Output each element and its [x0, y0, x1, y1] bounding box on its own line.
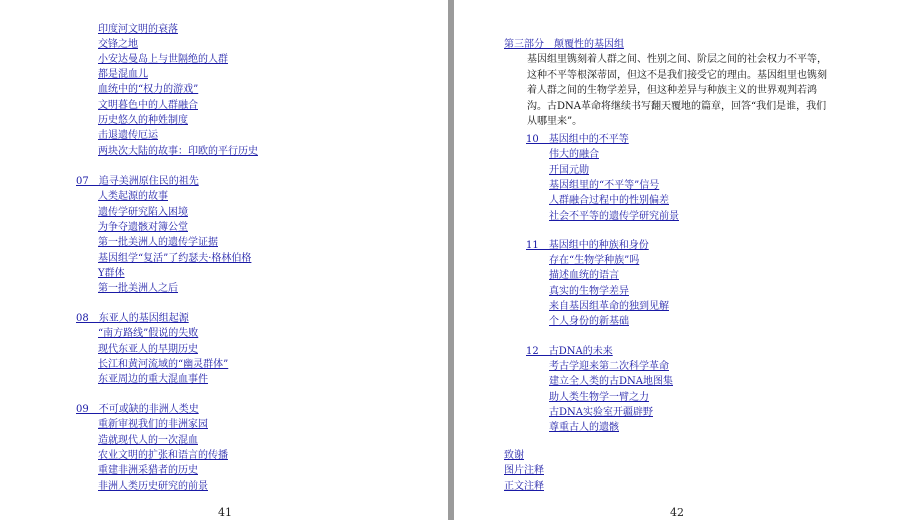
toc-link[interactable]: 都是混血儿	[98, 69, 148, 80]
toc-link[interactable]: 建立全人类的古DNA地图集	[549, 376, 673, 387]
toc-link[interactable]: 文明暮色中的人群融合	[98, 100, 198, 111]
toc-link[interactable]: Y群体	[98, 268, 125, 279]
toc-link[interactable]: “南方路线”假说的失败	[98, 328, 199, 339]
toc-link[interactable]: 开国元勋	[549, 165, 589, 176]
figure-notes-link[interactable]: 图片注释	[504, 465, 544, 476]
part-title-link[interactable]: 第三部分 颠覆性的基因组	[504, 39, 624, 50]
toc-link[interactable]: 基因组学“复活”了约瑟夫·格林伯格	[98, 253, 252, 264]
toc-link[interactable]: 尊重古人的遗骸	[549, 422, 619, 433]
chapter-link-07[interactable]: 07 追寻美洲原住民的祖先	[76, 176, 199, 187]
toc-link[interactable]: 助人类生物学一臂之力	[549, 392, 649, 403]
part-intro-text: 基因组里镌刻着人群之间、性别之间、阶层之间的社会权力不平等，这种不平等根深蒂固，但这不是我们接受它的理由。基因组里也镌刻着人群之间的生物学差异，但这种差异与种族主义的世界观判若鸿沟。古DNA革命将继续书写翻天覆地的篇章，回答“我们是谁，我们从哪里来”。	[527, 54, 827, 128]
acknowledgements-link[interactable]: 致谢	[504, 450, 524, 461]
toc-link[interactable]: 农业文明的扩张和语言的传播	[98, 450, 228, 461]
chapter-link-09[interactable]: 09 不可或缺的非洲人类史	[76, 404, 199, 415]
toc-link[interactable]: 交锋之地	[98, 39, 138, 50]
toc-link[interactable]: 社会不平等的遗传学研究前景	[549, 211, 679, 222]
page-number-right: 42	[670, 506, 684, 519]
toc-link[interactable]: 遗传学研究陷入困境	[98, 207, 188, 218]
toc-link[interactable]: 为争夺遗骸对簿公堂	[98, 222, 188, 233]
toc-link[interactable]: 造就现代人的一次混血	[98, 435, 198, 446]
toc-link[interactable]: 来自基因组革命的独到见解	[549, 301, 669, 312]
toc-link[interactable]: 存在“生物学种族”吗	[549, 255, 640, 266]
toc-link[interactable]: 两块次大陆的故事：印欧的平行历史	[98, 146, 258, 157]
toc-link[interactable]: 描述血统的语言	[549, 270, 619, 281]
toc-link[interactable]: 古DNA实验室开疆辟野	[549, 407, 653, 418]
chapter-link-08[interactable]: 08 东亚人的基因组起源	[76, 313, 189, 324]
toc-link[interactable]: 人群融合过程中的性别偏差	[549, 195, 669, 206]
toc-link[interactable]: 长江和黄河流域的“幽灵群体”	[98, 359, 229, 370]
toc-link[interactable]: 真实的生物学差异	[549, 286, 629, 297]
toc-link[interactable]: 考古学迎来第二次科学革命	[549, 361, 669, 372]
toc-link[interactable]: 重新审视我们的非洲家园	[98, 419, 208, 430]
toc-link[interactable]: 人类起源的故事	[98, 191, 168, 202]
chapter-link-12[interactable]: 12 古DNA的未来	[526, 346, 613, 357]
chapter-link-10[interactable]: 10 基因组中的不平等	[526, 134, 629, 145]
toc-link[interactable]: 现代东亚人的早期历史	[98, 344, 198, 355]
toc-link[interactable]: 第一批美洲人的遗传学证据	[98, 237, 218, 248]
toc-link[interactable]: 东亚周边的重大混血事件	[98, 374, 208, 385]
toc-link[interactable]: 第一批美洲人之后	[98, 283, 178, 294]
toc-link[interactable]: 小安达曼岛上与世隔绝的人群	[98, 54, 228, 65]
chapter-link-11[interactable]: 11 基因组中的种族和身份	[526, 240, 649, 251]
toc-link[interactable]: 伟大的融合	[549, 149, 599, 160]
toc-link[interactable]: 非洲人类历史研究的前景	[98, 481, 208, 492]
toc-link[interactable]: 血统中的“权力的游戏”	[98, 84, 199, 95]
toc-link[interactable]: 个人身份的新基础	[549, 316, 629, 327]
toc-link[interactable]: 击退遗传厄运	[98, 130, 158, 141]
text-notes-link[interactable]: 正文注释	[504, 481, 544, 492]
page-number-left: 41	[218, 506, 232, 519]
toc-link[interactable]: 基因组里的“不平等”信号	[549, 180, 660, 191]
toc-link[interactable]: 重建非洲采猎者的历史	[98, 465, 198, 476]
toc-link[interactable]: 历史悠久的种姓制度	[98, 115, 188, 126]
toc-link[interactable]: 印度河文明的衰落	[98, 24, 178, 35]
